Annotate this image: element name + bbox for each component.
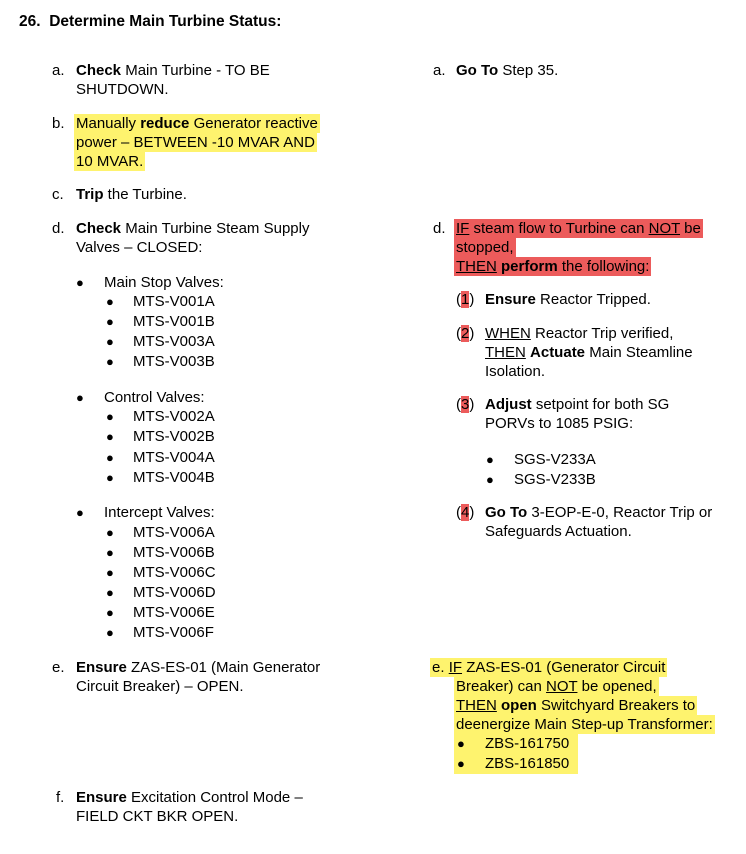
substep-number: 2 <box>461 325 470 342</box>
bullet-icon: ● <box>106 585 114 600</box>
substep-number: 3 <box>461 396 470 413</box>
left-d-line1 <box>76 219 309 238</box>
right-e-letter: e. <box>432 659 445 676</box>
left-a-line2: SHUTDOWN. <box>76 81 169 98</box>
bullet-icon: ● <box>106 314 114 329</box>
left-d-line2: Valves – CLOSED: <box>76 239 203 256</box>
left-f-letter: f. <box>56 789 65 806</box>
right-d-not: NOT <box>648 220 681 237</box>
right-d-text2: stopped, <box>456 239 514 256</box>
left-f-line2: FIELD CKT BKR OPEN. <box>76 808 239 825</box>
valve-item: MTS-V006E <box>133 604 215 621</box>
step-heading <box>19 12 281 31</box>
right-d-line2 <box>454 238 516 257</box>
right-d-letter: d. <box>433 220 446 237</box>
left-b-text3: 10 MVAR. <box>76 153 144 170</box>
substep-3-text1: setpoint for both SG <box>531 396 670 413</box>
left-c-action: Trip <box>76 186 104 203</box>
substep-1-number: (1) <box>456 291 475 308</box>
substep-1-line1 <box>485 290 651 309</box>
bullet-icon: ● <box>457 736 465 751</box>
right-a-line1 <box>456 61 558 80</box>
right-d-if: IF <box>456 220 470 237</box>
substep-4-line2: Safeguards Actuation. <box>485 523 632 540</box>
right-e-line4 <box>454 715 715 734</box>
valve-group-label: Control Valves: <box>104 389 205 406</box>
substep-1-action: Ensure <box>485 291 536 308</box>
substep-4-action: Go To <box>485 504 528 521</box>
bullet-icon: ● <box>106 450 114 465</box>
left-f-action: Ensure <box>76 789 127 806</box>
substep-1-text: Reactor Tripped. <box>535 291 651 308</box>
left-b-letter: b. <box>52 115 65 132</box>
substep-2-action: Actuate <box>530 344 586 361</box>
bullet-icon: ● <box>106 429 114 444</box>
porv-item: SGS-V233B <box>514 471 596 488</box>
right-e-line3 <box>454 696 697 715</box>
left-b-line1 <box>74 114 320 133</box>
step-title: Determine Main Turbine Status: <box>49 13 282 30</box>
left-a-action: Check <box>76 62 122 79</box>
bullet-icon: ● <box>486 472 494 487</box>
substep-3-line1 <box>485 395 669 414</box>
right-d-line1 <box>454 219 703 238</box>
left-e-line2: Circuit Breaker) – OPEN. <box>76 678 244 695</box>
left-f-line1 <box>76 788 303 807</box>
bullet-icon: ● <box>76 390 84 405</box>
bullet-icon: ● <box>106 409 114 424</box>
valve-item: MTS-V003A <box>133 333 215 350</box>
right-e-open: open <box>501 697 537 714</box>
substep-number: 4 <box>461 504 470 521</box>
right-d-text1b: be <box>680 220 701 237</box>
bullet-icon: ● <box>106 470 114 485</box>
breaker-item: ZBS-161850 <box>485 755 570 772</box>
substep-4-line1 <box>485 503 712 522</box>
valve-item: MTS-V006B <box>133 544 215 561</box>
substep-3-line2: PORVs to 1085 PSIG: <box>485 415 634 432</box>
left-d-text1: Main Turbine Steam Supply <box>121 220 310 237</box>
valve-item: MTS-V002B <box>133 428 215 445</box>
valve-group-label: Main Stop Valves: <box>104 274 224 291</box>
substep-2-number: (2) <box>456 325 475 342</box>
right-e-text2b: be opened, <box>577 678 657 695</box>
left-e-line1 <box>76 658 320 677</box>
left-a-line1 <box>76 61 270 80</box>
right-e-text4: deenergize Main Step-up Transformer: <box>456 716 713 733</box>
right-a-text1: Step 35. <box>498 62 559 79</box>
bullet-icon: ● <box>457 756 465 771</box>
valve-item: MTS-V004A <box>133 449 215 466</box>
valve-item: MTS-V004B <box>133 469 215 486</box>
right-e-then: THEN <box>456 697 497 714</box>
right-d-text1a: steam flow to Turbine can <box>469 220 649 237</box>
left-e-action: Ensure <box>76 659 127 676</box>
bullet-icon: ● <box>106 354 114 369</box>
right-a-action: Go To <box>456 62 499 79</box>
valve-item: MTS-V002A <box>133 408 215 425</box>
right-e-not: NOT <box>546 678 578 695</box>
valve-item: MTS-V001A <box>133 293 215 310</box>
left-e-text1: ZAS-ES-01 (Main Generator <box>126 659 321 676</box>
bullet-icon: ● <box>106 565 114 580</box>
left-b-line2 <box>74 133 317 152</box>
bullet-icon: ● <box>106 294 114 309</box>
substep-3-number: (3) <box>456 396 475 413</box>
left-d-action: Check <box>76 220 122 237</box>
bullet-icon: ● <box>106 545 114 560</box>
substep-2-line1 <box>485 324 673 343</box>
bullet-icon: ● <box>76 505 84 520</box>
left-d-letter: d. <box>52 220 65 237</box>
valve-item: MTS-V001B <box>133 313 215 330</box>
right-e-text3: Switchyard Breakers to <box>536 697 696 714</box>
bullet-icon: ● <box>106 605 114 620</box>
breaker-item: ZBS-161750 <box>485 735 570 752</box>
right-d-line3 <box>454 257 651 276</box>
left-c-letter: c. <box>52 186 64 203</box>
right-d-text3: the following: <box>557 258 650 275</box>
bullet-icon: ● <box>486 452 494 467</box>
porv-item: SGS-V233A <box>514 451 596 468</box>
right-d-then: THEN <box>456 258 497 275</box>
right-a-letter: a. <box>433 62 446 79</box>
left-a-text1: Main Turbine - TO BE <box>121 62 270 79</box>
right-d-perform: perform <box>501 258 558 275</box>
valve-item: MTS-V006C <box>133 564 216 581</box>
step-number: 26. <box>19 13 41 30</box>
right-e-text1: ZAS-ES-01 (Generator Circuit <box>462 659 666 676</box>
valve-item: MTS-V006A <box>133 524 215 541</box>
left-b-pre: Manually <box>76 115 141 132</box>
substep-2-then: THEN <box>485 344 526 361</box>
right-e-text2a: Breaker) can <box>456 678 547 695</box>
substep-2-text2: Main Steamline <box>585 344 693 361</box>
valve-item: MTS-V003B <box>133 353 215 370</box>
substep-2-line3: Isolation. <box>485 363 546 380</box>
left-a-letter: a. <box>52 62 65 79</box>
left-b-text2: power – BETWEEN -10 MVAR AND <box>76 134 315 151</box>
right-e-if: IF <box>448 659 463 676</box>
substep-3-action: Adjust <box>485 396 532 413</box>
left-b-line3 <box>74 152 145 171</box>
right-e-line1 <box>430 658 667 677</box>
left-f-text1: Excitation Control Mode – <box>126 789 303 806</box>
left-b-text1: Generator reactive <box>189 115 318 132</box>
left-b-action: reduce <box>140 115 190 132</box>
substep-number: 1 <box>461 291 470 308</box>
left-c-text1: the Turbine. <box>103 186 187 203</box>
valve-item: MTS-V006D <box>133 584 216 601</box>
substep-4-text1: 3-EOP-E-0, Reactor Trip or <box>527 504 713 521</box>
valve-group-label: Intercept Valves: <box>104 504 215 521</box>
bullet-icon: ● <box>76 275 84 290</box>
substep-2-line2 <box>485 343 693 362</box>
right-e-line2 <box>454 677 659 696</box>
bullet-icon: ● <box>106 625 114 640</box>
substep-2-when: WHEN <box>485 325 531 342</box>
substep-4-number: (4) <box>456 504 475 521</box>
bullet-icon: ● <box>106 525 114 540</box>
substep-2-text1: Reactor Trip verified, <box>530 325 674 342</box>
valve-item: MTS-V006F <box>133 624 214 641</box>
left-e-letter: e. <box>52 659 65 676</box>
left-c-line1 <box>76 185 187 204</box>
bullet-icon: ● <box>106 334 114 349</box>
